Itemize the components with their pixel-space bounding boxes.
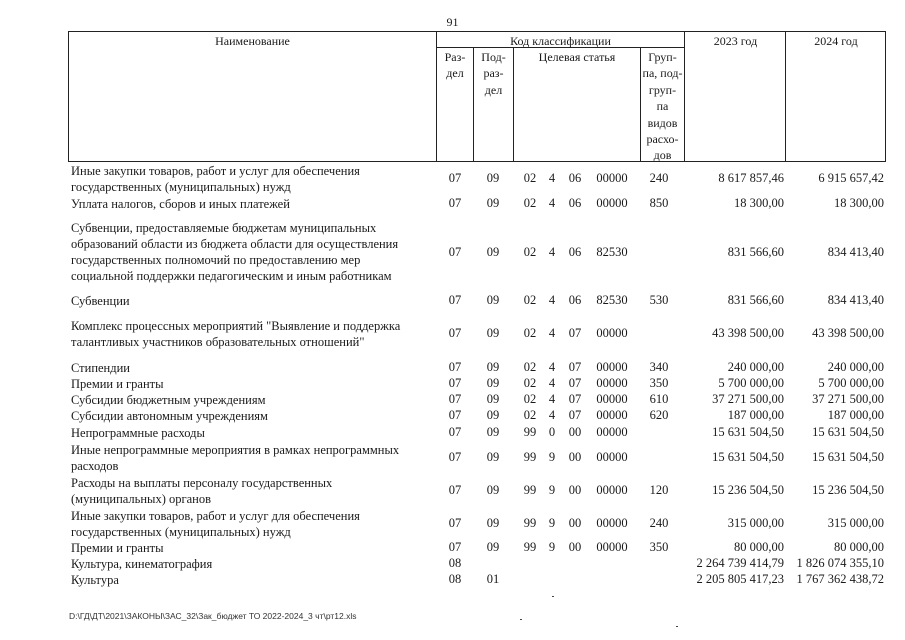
table-row — [68, 442, 886, 474]
section-code: 08 — [448, 572, 462, 586]
row-name — [71, 392, 416, 408]
amount-2023: 831 566,60 — [727, 245, 784, 259]
target-item-code: 99 — [523, 516, 537, 530]
expense-type-code: 620 — [649, 408, 669, 422]
scan-speck — [552, 596, 554, 597]
target-item-code: 9 — [548, 483, 556, 497]
table-row — [68, 318, 886, 350]
target-item-code: 07 — [568, 326, 582, 340]
amount-2023: 831 566,60 — [727, 293, 784, 307]
section-code: 07 — [448, 392, 462, 406]
target-item-code: 00 — [568, 450, 582, 464]
row-name-line: расходов — [71, 459, 119, 473]
header-section-line: Раз- — [444, 50, 466, 64]
row-name — [71, 425, 416, 441]
target-item-code: 4 — [548, 408, 556, 422]
header-group-line: расхо- — [646, 132, 679, 147]
table-row — [68, 376, 886, 392]
subsection-code: 09 — [486, 392, 500, 406]
header-year-2024: 2024 год — [814, 34, 858, 48]
amount-2024: 6 915 657,42 — [818, 171, 884, 185]
target-item-code: 4 — [548, 196, 556, 210]
table-row — [68, 196, 886, 212]
target-item-code: 00000 — [596, 450, 628, 464]
subsection-code: 09 — [486, 483, 500, 497]
header-subsection-line: Под- — [481, 50, 506, 64]
section-code: 07 — [448, 326, 462, 340]
amount-2023: 37 271 500,00 — [712, 392, 784, 406]
expense-type-code: 350 — [649, 376, 669, 390]
row-name — [71, 442, 416, 474]
row-name — [71, 376, 416, 392]
amount-2023: 15 631 504,50 — [712, 450, 784, 464]
expense-type-code: 610 — [649, 392, 669, 406]
target-item-code: 00000 — [596, 408, 628, 422]
header-subsection-line: раз- — [483, 66, 504, 81]
section-code: 07 — [448, 483, 462, 497]
target-item-code: 99 — [523, 540, 537, 554]
target-item-code: 00000 — [596, 326, 628, 340]
row-name-line: Иные непрограммные мероприятия в рамках непрограммных — [71, 443, 400, 457]
row-name-line: социальной поддержки педагогическим и иным работникам — [71, 269, 392, 283]
amount-2023: 2 264 739 414,79 — [696, 556, 784, 570]
target-item-code: 9 — [548, 450, 556, 464]
section-code: 07 — [448, 516, 462, 530]
amount-2024: 15 236 504,50 — [812, 483, 884, 497]
amount-2023: 8 617 857,46 — [718, 171, 784, 185]
expense-type-code: 530 — [649, 293, 669, 307]
target-item-code: 00000 — [596, 392, 628, 406]
amount-2024: 15 631 504,50 — [812, 425, 884, 439]
target-item-code: 00000 — [596, 540, 628, 554]
table-row — [68, 572, 886, 588]
table-row — [68, 540, 886, 556]
amount-2024: 37 271 500,00 — [812, 392, 884, 406]
subsection-code: 09 — [486, 245, 500, 259]
section-code: 07 — [448, 293, 462, 307]
page-number: 91 — [446, 15, 459, 29]
row-name — [71, 293, 416, 309]
row-name-line: государственных полномочий по предоставлению мер — [71, 253, 361, 267]
amount-2024: 80 000,00 — [834, 540, 884, 554]
target-item-code: 4 — [548, 360, 556, 374]
target-item-code: 00000 — [596, 425, 628, 439]
row-name — [71, 220, 416, 284]
row-name-line: Комплекс процессных мероприятий "Выявление и поддержка — [71, 319, 401, 333]
row-name-line: Субсидии автономным учреждениям — [71, 409, 268, 423]
subsection-code: 09 — [486, 360, 500, 374]
section-code: 07 — [448, 196, 462, 210]
target-item-code: 07 — [568, 408, 582, 422]
amount-2023: 43 398 500,00 — [712, 326, 784, 340]
subsection-code: 09 — [486, 293, 500, 307]
target-item-code: 4 — [548, 245, 556, 259]
target-item-code: 00000 — [596, 483, 628, 497]
target-item-code: 00000 — [596, 376, 628, 390]
row-name — [71, 408, 416, 424]
header-group-line: па — [656, 99, 669, 114]
section-code: 07 — [448, 245, 462, 259]
expense-type-code: 350 — [649, 540, 669, 554]
table-row — [68, 556, 886, 572]
subsection-code: 09 — [486, 376, 500, 390]
amount-2023: 15 631 504,50 — [712, 425, 784, 439]
target-item-code: 82530 — [596, 293, 628, 307]
subsection-code: 01 — [486, 572, 500, 586]
section-code: 07 — [448, 450, 462, 464]
target-item-code: 02 — [523, 392, 537, 406]
table-row — [68, 392, 886, 408]
row-name-line: Культура — [71, 573, 119, 587]
row-name — [71, 508, 416, 540]
row-name-line: государственных (муниципальных) нужд — [71, 525, 291, 539]
table-row — [68, 475, 886, 507]
subsection-code: 09 — [486, 516, 500, 530]
section-code: 07 — [448, 171, 462, 185]
target-item-code: 02 — [523, 171, 537, 185]
section-code: 07 — [448, 408, 462, 422]
target-item-code: 02 — [523, 293, 537, 307]
target-item-code: 02 — [523, 360, 537, 374]
row-name — [71, 475, 416, 507]
row-name-line: Культура, кинематография — [71, 557, 213, 571]
amount-2024: 240 000,00 — [827, 360, 884, 374]
target-item-code: 0 — [548, 425, 556, 439]
row-name-line: Премии и гранты — [71, 377, 164, 391]
amount-2023: 2 205 805 417,23 — [696, 572, 784, 586]
row-name-line: Субсидии бюджетным учреждениям — [71, 393, 266, 407]
target-item-code: 00000 — [596, 516, 628, 530]
header-group-line: дов — [653, 148, 672, 163]
subsection-code: 09 — [486, 425, 500, 439]
row-name-line: Субвенции — [71, 294, 130, 308]
header-rule — [684, 31, 685, 162]
row-name-line: Иные закупки товаров, работ и услуг для обеспечения — [71, 509, 360, 523]
target-item-code: 00 — [568, 516, 582, 530]
header-group-line: Груп- — [648, 50, 677, 64]
target-item-code: 99 — [523, 450, 537, 464]
section-code: 08 — [448, 556, 462, 570]
header-year-2023: 2023 год — [713, 34, 758, 48]
target-item-code: 06 — [568, 293, 582, 307]
row-name — [71, 318, 416, 350]
target-item-code: 02 — [523, 376, 537, 390]
target-item-code: 00 — [568, 425, 582, 439]
target-item-code: 4 — [548, 376, 556, 390]
table-row — [68, 293, 886, 309]
row-name-line: талантливых участников образовательных отношений" — [71, 335, 365, 349]
target-item-code: 4 — [548, 171, 556, 185]
header-subsection-line: дел — [484, 82, 503, 97]
target-item-code: 06 — [568, 196, 582, 210]
target-item-code: 4 — [548, 326, 556, 340]
row-name-line: Субвенции, предоставляемые бюджетам муниципальных — [71, 221, 377, 235]
section-code: 07 — [448, 425, 462, 439]
row-name — [71, 360, 416, 376]
amount-2024: 187 000,00 — [827, 408, 884, 422]
row-name — [71, 196, 416, 212]
table-row — [68, 408, 886, 424]
amount-2024: 834 413,40 — [827, 293, 884, 307]
expense-type-code: 850 — [649, 196, 669, 210]
expense-type-code: 240 — [649, 516, 669, 530]
table-row — [68, 508, 886, 540]
header-target-item: Целевая статья — [538, 50, 616, 64]
target-item-code: 00 — [568, 540, 582, 554]
amount-2024: 15 631 504,50 — [812, 450, 884, 464]
target-item-code: 07 — [568, 360, 582, 374]
header-group-line: видов — [647, 115, 678, 130]
subsection-code: 09 — [486, 540, 500, 554]
header-section-line: дел — [446, 66, 464, 81]
amount-2023: 15 236 504,50 — [712, 483, 784, 497]
target-item-code: 00 — [568, 483, 582, 497]
header-classification-code: Код классификации — [510, 34, 611, 48]
target-item-code: 07 — [568, 376, 582, 390]
table-row — [68, 220, 886, 286]
target-item-code: 06 — [568, 245, 582, 259]
amount-2023: 5 700 000,00 — [718, 376, 784, 390]
target-item-code: 02 — [523, 245, 537, 259]
target-item-code: 00000 — [596, 196, 628, 210]
target-item-code: 06 — [568, 171, 582, 185]
target-item-code: 07 — [568, 392, 582, 406]
row-name-line: Непрограммные расходы — [71, 426, 205, 440]
row-name-line: образований области из бюджета области для осуществления — [71, 237, 399, 251]
row-name — [71, 556, 416, 572]
amount-2024: 1 826 074 355,10 — [796, 556, 884, 570]
header-group-line: па, под- — [642, 66, 683, 81]
header-group-line: груп- — [648, 82, 677, 97]
amount-2024: 315 000,00 — [827, 516, 884, 530]
amount-2023: 315 000,00 — [727, 516, 784, 530]
section-code: 07 — [448, 540, 462, 554]
header-rule — [785, 31, 786, 162]
target-item-code: 02 — [523, 196, 537, 210]
target-item-code: 02 — [523, 326, 537, 340]
header-subsection — [474, 49, 513, 98]
target-item-code: 9 — [548, 540, 556, 554]
subsection-code: 09 — [486, 408, 500, 422]
header-name: Наименование — [215, 34, 290, 48]
row-name — [71, 163, 416, 195]
table-row — [68, 360, 886, 376]
table-row — [68, 425, 886, 441]
row-name-line: Стипендии — [71, 361, 130, 375]
target-item-code: 82530 — [596, 245, 628, 259]
row-name-line: (муниципальных) органов — [71, 492, 212, 506]
amount-2024: 5 700 000,00 — [818, 376, 884, 390]
scan-speck — [520, 619, 522, 620]
target-item-code: 9 — [548, 516, 556, 530]
row-name — [71, 540, 416, 556]
amount-2024: 18 300,00 — [834, 196, 884, 210]
target-item-code: 00000 — [596, 360, 628, 374]
subsection-code: 09 — [486, 450, 500, 464]
row-name-line: государственных (муниципальных) нужд — [71, 180, 291, 194]
amount-2023: 18 300,00 — [734, 196, 784, 210]
row-name-line: Иные закупки товаров, работ и услуг для обеспечения — [71, 164, 360, 178]
subsection-code: 09 — [486, 171, 500, 185]
target-item-code: 4 — [548, 392, 556, 406]
target-item-code: 99 — [523, 483, 537, 497]
amount-2023: 187 000,00 — [727, 408, 784, 422]
expense-type-code: 240 — [649, 171, 669, 185]
target-item-code: 4 — [548, 293, 556, 307]
amount-2024: 834 413,40 — [827, 245, 884, 259]
row-name-line: Уплата налогов, сборов и иных платежей — [71, 197, 290, 211]
expense-type-code: 340 — [649, 360, 669, 374]
row-name-line: Премии и гранты — [71, 541, 164, 555]
target-item-code: 99 — [523, 425, 537, 439]
target-item-code: 00000 — [596, 171, 628, 185]
amount-2024: 1 767 362 438,72 — [796, 572, 884, 586]
row-name-line: Расходы на выплаты персоналу государственных — [71, 476, 333, 490]
file-path-footer: D:\ГД\ДТ\2021\ЗАКОНЫ\ЗАС_32\Зак_бюджет ТО 2022-2024_3 чт\рт12.xls — [69, 611, 357, 621]
scan-speck — [676, 626, 678, 627]
section-code: 07 — [448, 376, 462, 390]
section-code: 07 — [448, 360, 462, 374]
subsection-code: 09 — [486, 326, 500, 340]
amount-2024: 43 398 500,00 — [812, 326, 884, 340]
target-item-code: 02 — [523, 408, 537, 422]
expense-type-code: 120 — [649, 483, 669, 497]
subsection-code: 09 — [486, 196, 500, 210]
table-row — [68, 163, 886, 195]
amount-2023: 240 000,00 — [727, 360, 784, 374]
header-group — [641, 49, 684, 164]
row-name — [71, 572, 416, 588]
header-section — [437, 49, 473, 82]
amount-2023: 80 000,00 — [734, 540, 784, 554]
